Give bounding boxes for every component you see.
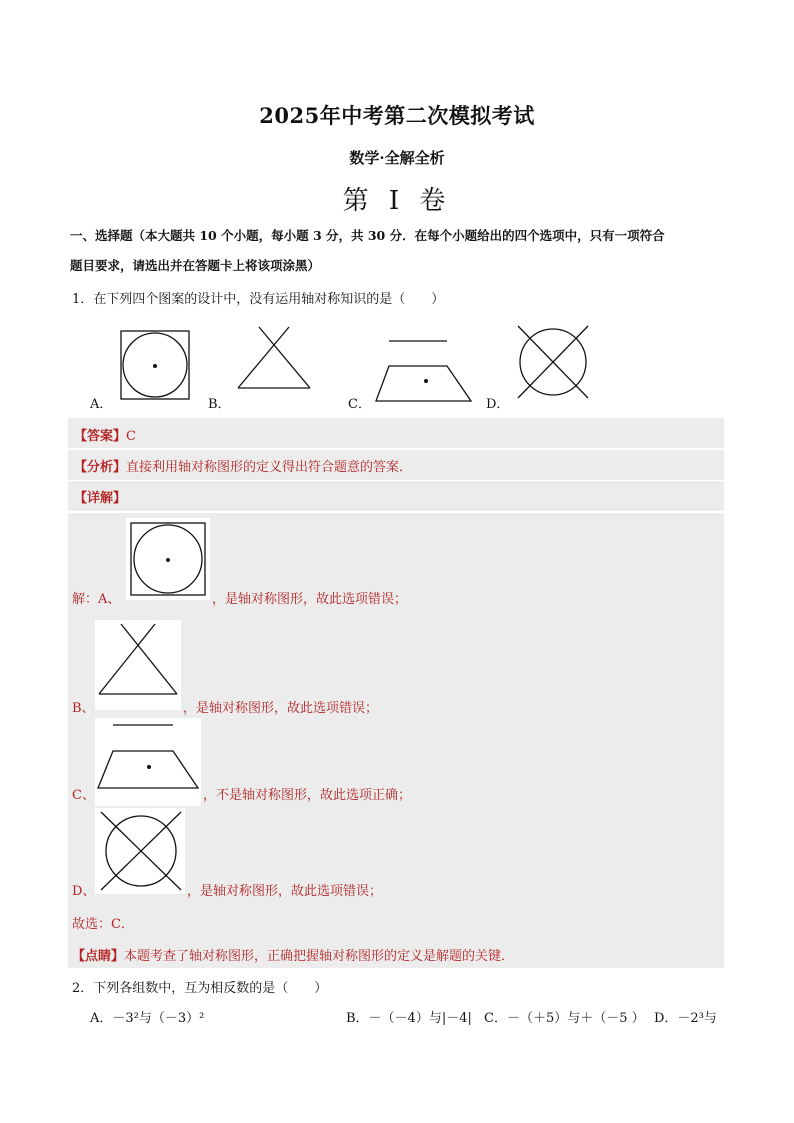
answer-band: [68, 418, 724, 448]
analysis-text: 直接利用轴对称图形的定义得出符合题意的答案．: [126, 460, 413, 475]
section-instruction-line1: 一、选择题（本大题共 10 个小题，每小题 3 分，共 30 分．在每个小题给出的四个选项中，只有一项符合: [70, 228, 665, 243]
circle-with-x-icon: [516, 324, 590, 400]
solution-a-prefix: 解：A、: [72, 592, 121, 607]
detail-line: [74, 487, 126, 506]
solution-d-suffix: ，是轴对称图形，故此选项错误；: [187, 884, 383, 899]
detail-band: [68, 481, 724, 511]
option-d-label: D．: [486, 397, 510, 412]
answer-value: C: [126, 429, 136, 444]
trapezoid-with-bar-icon: [375, 340, 473, 404]
solution-d-prefix: D、: [72, 884, 96, 899]
crossed-triangles-icon: [97, 622, 179, 696]
circle-in-square-icon: [120, 330, 190, 400]
circle-with-x-icon: [99, 810, 183, 892]
q2-option-b: B．－（－4）与|－4|: [346, 1011, 472, 1026]
solution-c-prefix: C、: [72, 788, 95, 803]
trapezoid-with-bar-icon: [97, 724, 201, 792]
page-title: 2025年中考第二次模拟考试: [259, 103, 535, 128]
answer-line: [74, 425, 136, 444]
question-2-stem: 2．下列各组数中，互为相反数的是（ ）: [72, 981, 328, 996]
solution-b-suffix: ，是轴对称图形，故此选项错误；: [183, 701, 379, 716]
section-instruction-line2: 题目要求，请选出并在答题卡上将该项涂黑）: [70, 258, 321, 273]
answer-tag: 【答案】: [74, 429, 127, 444]
final-choice: 故选：C．: [72, 917, 134, 932]
solution-b-prefix: B、: [72, 701, 95, 716]
circle-in-square-icon: [130, 522, 206, 596]
page-subtitle: 数学·全解全析: [349, 149, 445, 167]
option-a-label: A．: [90, 397, 113, 412]
q2-option-a: A．－3²与（－3）²: [90, 1011, 205, 1026]
question-1-stem: 1．在下列四个图案的设计中，没有运用轴对称知识的是（ ）: [72, 292, 445, 307]
solution-a-suffix: ，是轴对称图形，故此选项错误；: [212, 592, 408, 607]
option-c-label: C．: [348, 397, 371, 412]
q2-option-c: C．－（＋5）与＋（－5 ）: [484, 1011, 645, 1026]
analysis-tag: 【分析】: [74, 460, 127, 475]
option-b-label: B．: [208, 397, 231, 412]
comment-text: 本题考查了轴对称图形，正确把握轴对称图形的定义是解题的关键．: [124, 949, 515, 964]
detail-tag: 【详解】: [74, 491, 127, 506]
solution-a-line: [72, 588, 120, 607]
crossed-triangles-icon: [235, 326, 313, 390]
analysis-line: [74, 456, 412, 475]
solution-c-suffix: ，不是轴对称图形，故此选项正确；: [203, 788, 412, 803]
comment-tag: 【点睛】: [72, 949, 125, 964]
comment-line: [72, 945, 514, 964]
q2-option-d: D．－2³与: [654, 1011, 717, 1026]
volume-heading: 第 I 卷: [342, 186, 452, 216]
